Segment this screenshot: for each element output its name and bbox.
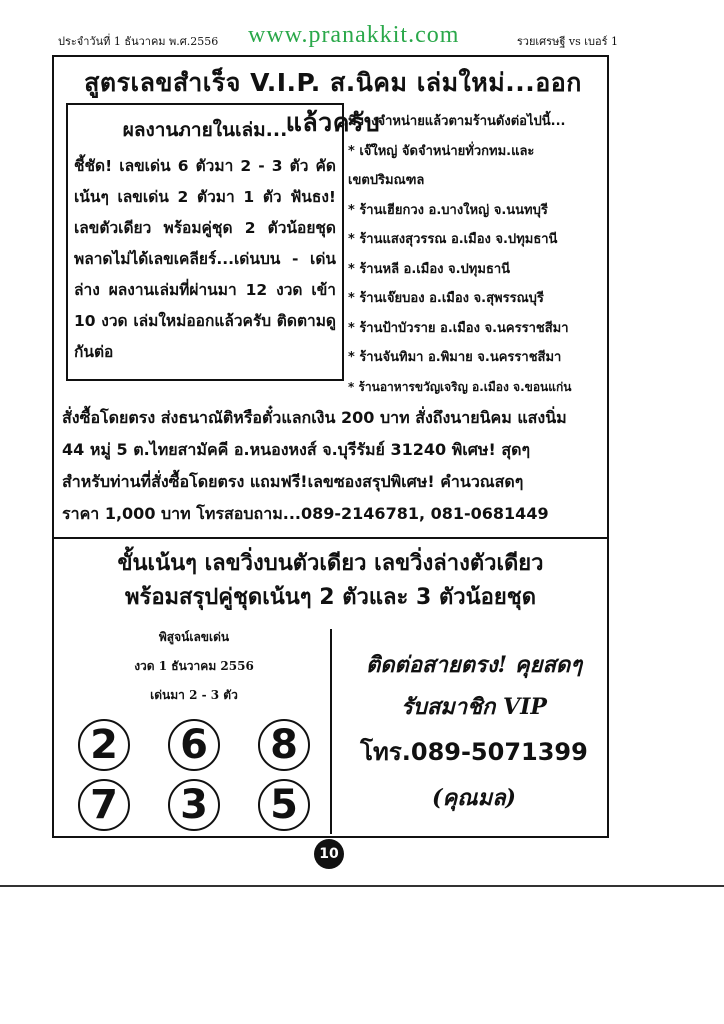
header-publication: รวยเศรษฐี vs เบอร์ 1 [516, 35, 618, 48]
promo-headline [54, 547, 607, 615]
number-circle: 3 [168, 779, 220, 831]
store-item: * ร้านป้าบัวราย อ.เมือง จ.นครราชสีมา [348, 320, 569, 336]
page-number-badge: 10 [314, 839, 344, 869]
proof-hits: เด่นมา 2 - 3 ตัว [150, 688, 238, 702]
promo-line: พร้อมสรุปคู่ชุดเน้นๆ 2 ตัวและ 3 ตัวน้อยชุด [125, 585, 536, 610]
contact-membership: รับสมาชิก VIP [401, 694, 547, 720]
lucky-numbers [74, 715, 314, 835]
header-date: ประจำวันที่ 1 ธันวาคม พ.ศ.2556 [58, 35, 219, 48]
advert-title: สูตรเลขสำเร็จ V.I.P. ส.นิคม เล่มใหม่...ออกแล้วครับ [84, 68, 582, 137]
number-circle: 2 [78, 719, 130, 771]
order-line: สั่งซื้อโดยตรง ส่งธนาณัติหรือตั๋วแลกเงิน 200 บาท สั่งถึงนายนิคม แสงนิ่ม [62, 408, 567, 427]
store-item: * ร้านจันทิมา อ.พิมาย จ.นครราชสีมา [348, 350, 562, 365]
section-divider [54, 537, 607, 539]
store-item: * ร้านหลี อ.เมือง จ.ปทุมธานี [348, 261, 511, 277]
proof-heading: พิสูจน์เลขเด่น [158, 630, 230, 644]
contact-block [344, 645, 604, 821]
order-info [62, 402, 604, 530]
page-header [58, 22, 618, 52]
contact-callout: ติดต่อสายตรง! คุยสดๆ [365, 652, 583, 678]
results-body: ชี้ชัด! เลขเด่น 6 ตัวมา 2 - 3 ตัว คัดเน้นๆ เลขเด่น 2 ตัวมา 1 ตัว ฟันธง! เลขตัวเดียว พร้อมคู่ชุด 2 ตัวน้อยชุด พลาดไม่ได้เลขเคลียร์...เด่นบน - เด่นล่าง ผลงานเล่มที่ผ่านมา 12 งวด เข้า 10 งวด เล่มใหม่ออกแล้วครับ ติดตามดูกันต่อ [74, 157, 336, 361]
order-line: ราคา 1,000 บาท โทรสอบถาม...089-2146781, 081-0681449 [62, 504, 549, 523]
promo-line: ขั้นเน้นๆ เลขวิ่งบนตัวเดียว เลขวิ่งล่างตัวเดียว [117, 551, 544, 576]
contact-name: (คุณมล) [432, 785, 516, 811]
number-circle: 6 [168, 719, 220, 771]
store-item: * ร้านเจ๊ยบอง อ.เมือง จ.สุพรรณบุรี [348, 291, 544, 306]
advert-frame [52, 55, 609, 838]
store-intro: มีวางจำหน่ายแล้วตามร้านดังต่อไปนี้... [348, 114, 566, 129]
order-line: สำหรับท่านที่สั่งซื้อโดยตรง แถมฟรี!เลขซองสรุปพิเศษ! คำนวณสดๆ [62, 472, 524, 491]
results-box [66, 103, 344, 381]
store-item: * ร้านเฮียกวง อ.บางใหญ่ จ.นนทบุรี [348, 202, 548, 218]
column-divider [330, 629, 332, 834]
contact-phone[interactable]: โทร.089-5071399 [360, 738, 588, 766]
proof-draw-date: งวด 1 ธันวาคม 2556 [134, 659, 254, 673]
store-list [348, 107, 604, 402]
store-item: * เจ๊ใหญ่ จัดจำหน่ายทั่วกทม.และ [348, 143, 535, 159]
page-bottom-rule [0, 885, 724, 887]
number-circle: 8 [258, 719, 310, 771]
header-url[interactable]: www.pranakkit.com [248, 22, 460, 48]
order-line: 44 หมู่ 5 ต.ไทยสามัคคี อ.หนองหงส์ จ.บุรีรัมย์ 31240 พิเศษ! สุดๆ [62, 440, 531, 459]
store-item: * ร้านแสงสุวรรณ อ.เมือง จ.ปทุมธานี [348, 232, 558, 247]
proof-block [74, 623, 314, 710]
number-circle: 5 [258, 779, 310, 831]
number-circle: 7 [78, 779, 130, 831]
store-item: เขตปริมณฑล [348, 173, 425, 188]
results-title: ผลงานภายในเล่ม... [122, 119, 288, 141]
store-item: * ร้านอาหารขวัญเจริญ อ.เมือง จ.ขอนแก่น [348, 379, 572, 394]
